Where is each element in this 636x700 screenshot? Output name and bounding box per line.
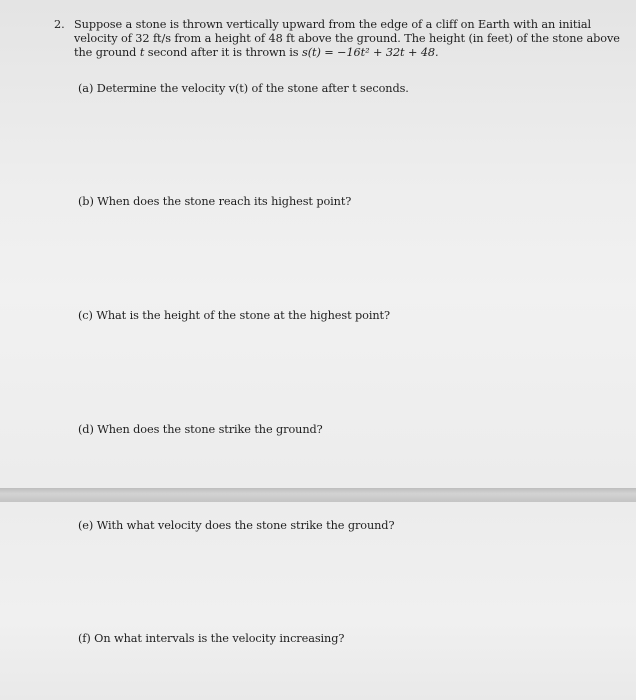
question-e: (e) With what velocity does the stone strike the ground? (78, 519, 395, 532)
question-d: (d) When does the stone strike the ground? (78, 423, 323, 436)
question-c: (c) What is the height of the stone at the highest point? (78, 309, 390, 322)
problem-line-3-start: the ground (74, 46, 140, 60)
question-f: (f) On what intervals is the velocity increasing? (78, 632, 345, 645)
problem-number: 2. (54, 18, 65, 31)
question-b: (b) When does the stone reach its highest point? (78, 195, 352, 208)
height-equation: s(t) = −16t² + 32t + 48. (302, 46, 439, 60)
variable-t: t (139, 46, 145, 60)
problem-line-3-middle: second after it is thrown is (144, 46, 302, 60)
problem-line-3 (74, 46, 624, 60)
problem-statement (54, 18, 624, 61)
problem-line-1: Suppose a stone is thrown vertically upward from the edge of a cliff on Earth with an initial (74, 18, 591, 31)
question-a: (a) Determine the velocity v(t) of the stone after t seconds. (78, 82, 409, 95)
page-gap (0, 488, 636, 502)
problem-line-2: velocity of 32 ft/s from a height of 48 ft above the ground. The height (in feet) of the stone above (74, 32, 620, 46)
